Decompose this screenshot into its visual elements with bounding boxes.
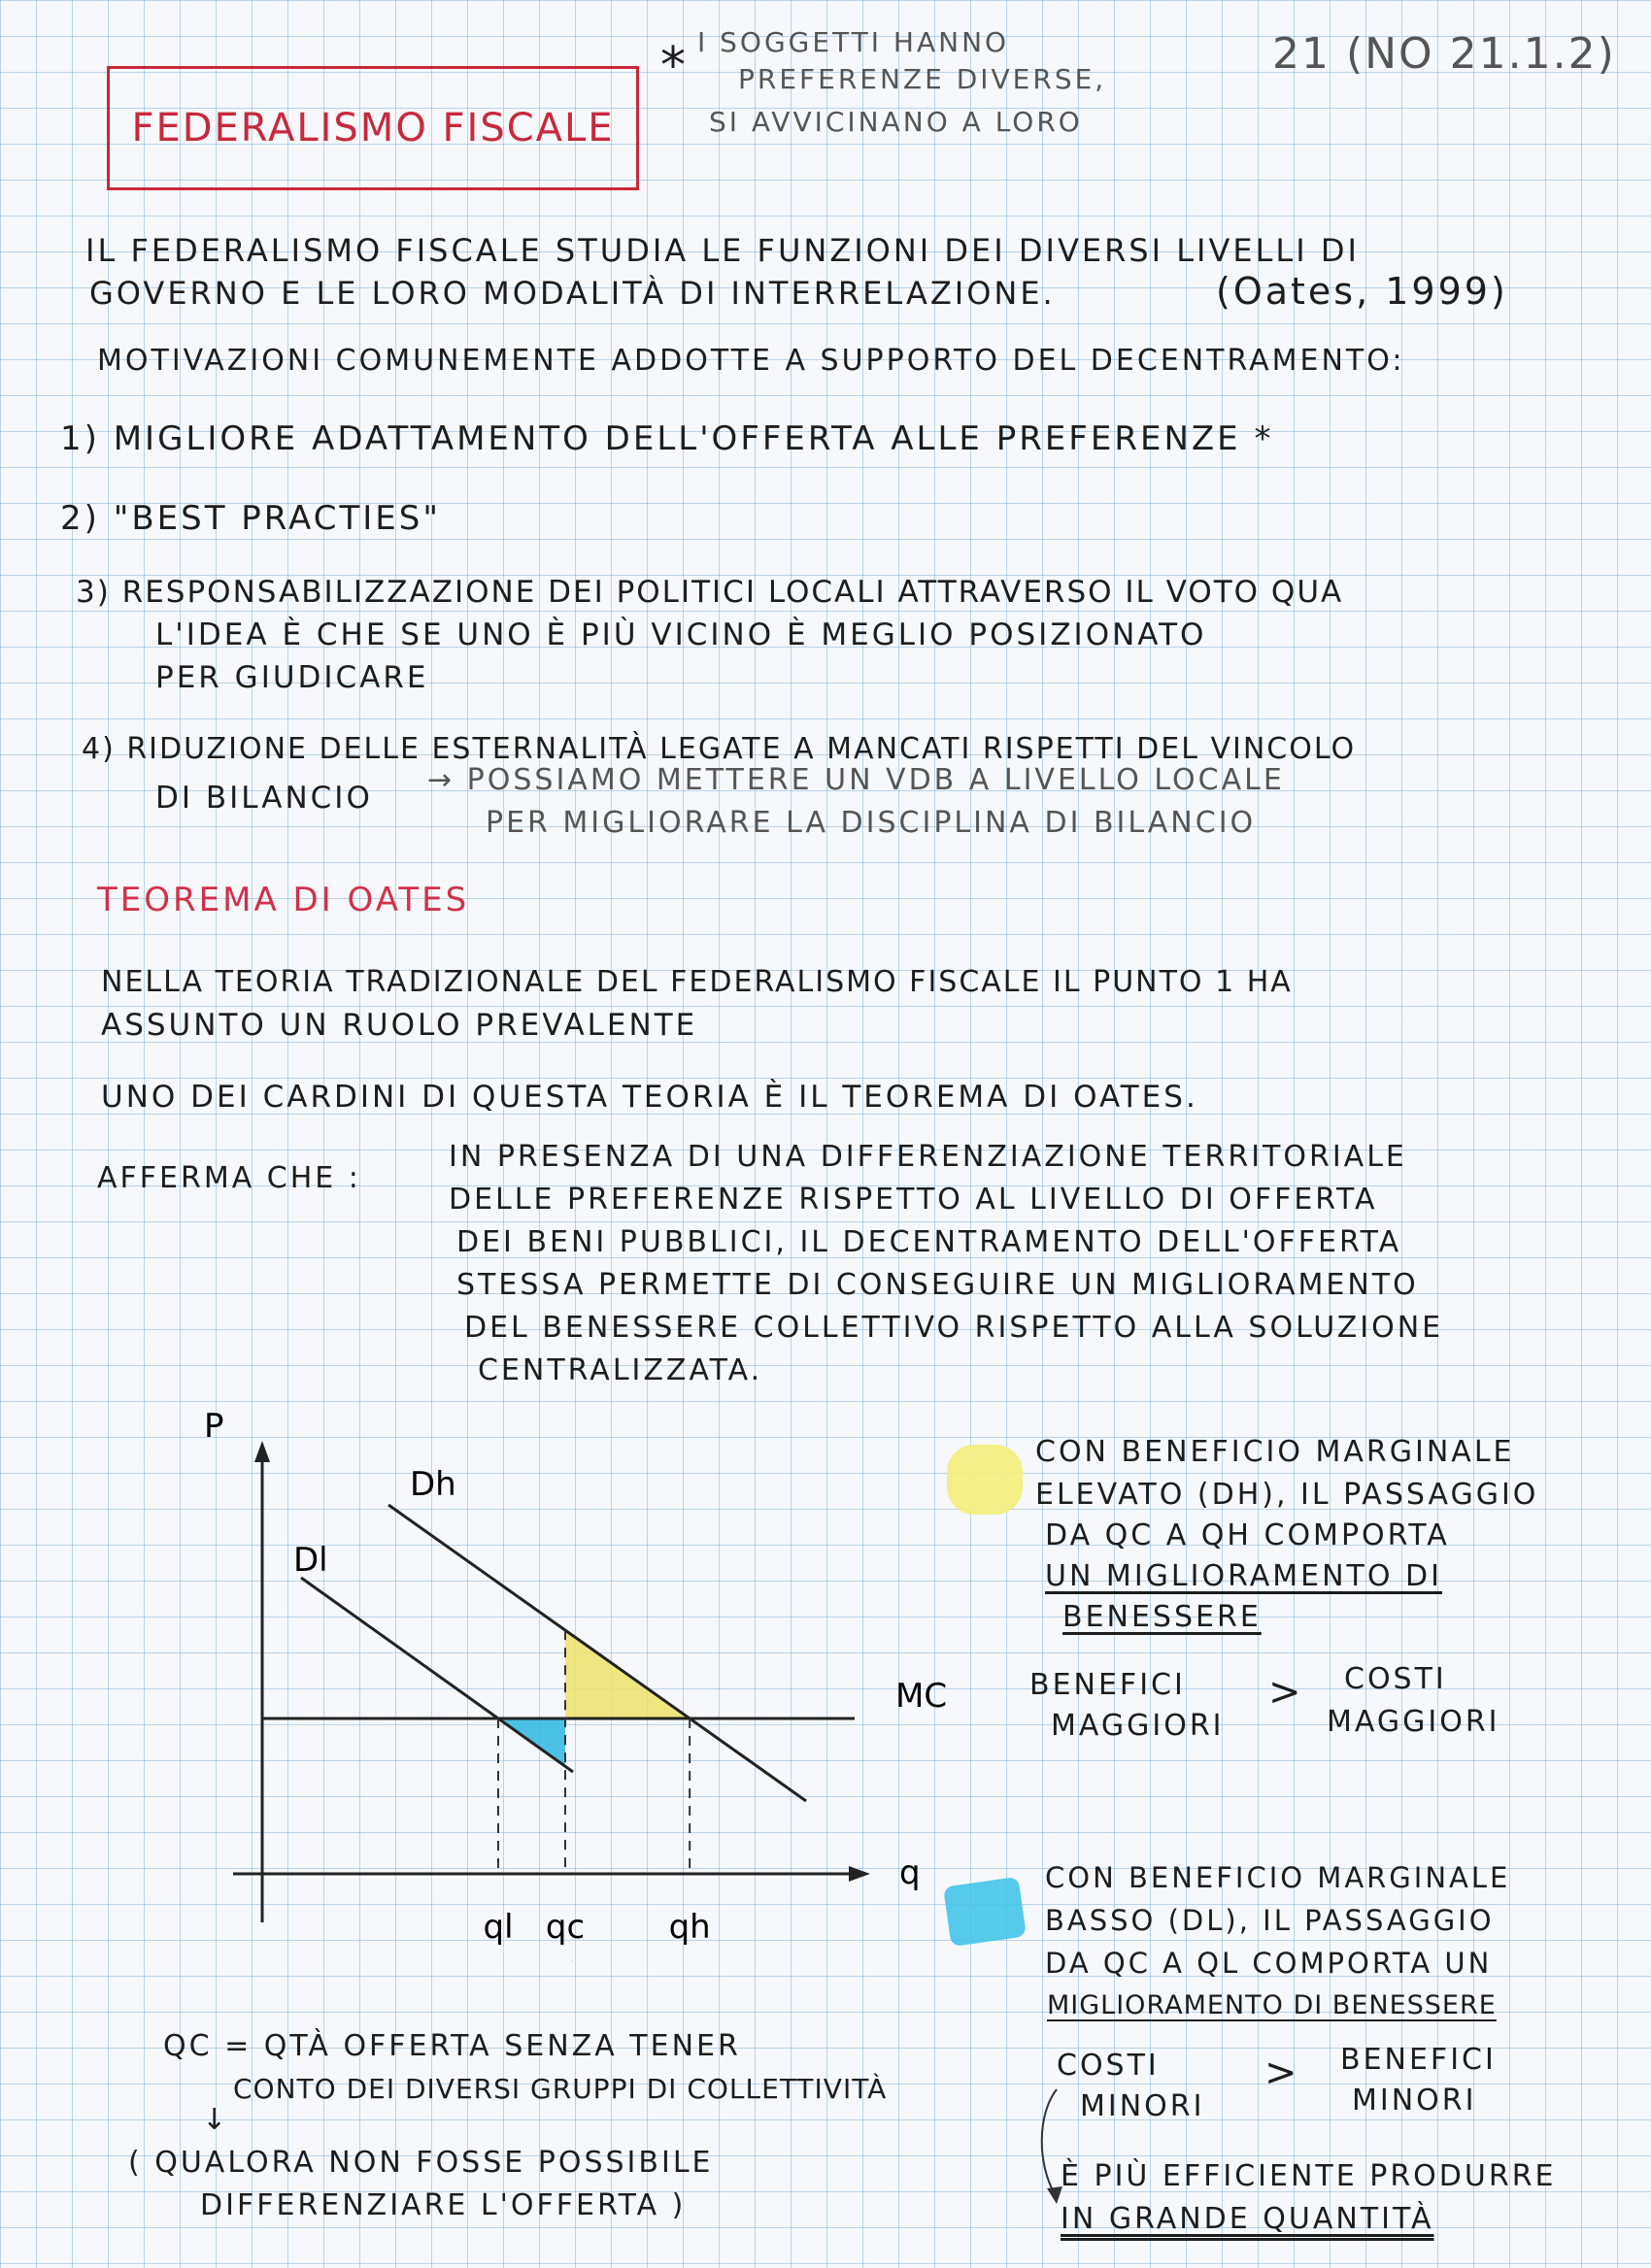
header-note-line-3: SI AVVICINANO A LORO (709, 106, 1083, 138)
oates-afferma: AFFERMA CHE : (97, 1161, 361, 1195)
qc-def-line-1: QC = QTÀ OFFERTA SENZA TENER (163, 2029, 741, 2063)
motivation-item-4-line-2: DI BILANCIO (155, 781, 373, 816)
motivation-item-4-note-1: → POSSIAMO METTERE UN VDB A LIVELLO LOCALE (427, 763, 1285, 797)
high-cmp-right-2: MAGGIORI (1327, 1705, 1500, 1739)
dh-curve (388, 1505, 806, 1801)
note-high-line-5: BENESSERE (1062, 1600, 1262, 1634)
motivation-item-3-line-1: 3) RESPONSABILIZZAZIONE DEI POLITICI LOCALI ATTRAVERSO IL VOTO QUA (76, 575, 1344, 610)
motivations-heading: MOTIVAZIONI COMUNEMENTE ADDOTTE A SUPPORTO DEL DECENTRAMENTO: (97, 344, 1405, 378)
header-star: * (660, 37, 689, 95)
oates-statement-line-6: CENTRALIZZATA. (478, 1353, 763, 1387)
intro-line-2: GOVERNO E LE LORO MODALITÀ DI INTERRELAZIONE. (89, 275, 1056, 312)
dh-label: Dh (410, 1465, 456, 1504)
motivation-item-3-line-2: L'IDEA È CHE SE UNO È PIÙ VICINO È MEGLIO POSIZIONATO (155, 617, 1207, 652)
high-cmp-right-1: COSTI (1344, 1662, 1447, 1696)
note-high-line-4: UN MIGLIORAMENTO DI (1045, 1559, 1442, 1593)
oates-graph (185, 1398, 981, 1961)
low-cmp-right-2: MINORI (1352, 2084, 1477, 2118)
low-cmp-sign: > (1264, 2051, 1300, 2095)
motivation-item-4-note-2: PER MIGLIORARE LA DISCIPLINA DI BILANCIO (486, 806, 1257, 840)
qh-label: qh (668, 1908, 711, 1947)
oates-statement-line-3: DEI BENI PUBBLICI, IL DECENTRAMENTO DELL'OFFERTA (456, 1225, 1402, 1259)
oates-para1-line-2: ASSUNTO UN RUOLO PREVALENTE (101, 1008, 698, 1043)
cyan-marker (943, 1877, 1027, 1947)
qc-cond-line-1: ( QUALORA NON FOSSE POSSIBILE (128, 2146, 714, 2180)
note-low-line-3: DA QC A QL COMPORTA UN (1045, 1947, 1493, 1980)
note-low-line-2: BASSO (DL), IL PASSAGGIO (1045, 1904, 1495, 1937)
low-cmp-left-1: COSTI (1057, 2049, 1160, 2083)
q-axis-label: q (899, 1853, 921, 1892)
qc-cond-arrow-icon: ↓ (202, 2103, 230, 2137)
oates-statement-line-2: DELLE PREFERENZE RISPETTO AL LIVELLO DI OFFERTA (449, 1183, 1378, 1217)
high-cmp-left-1: BENEFICI (1029, 1668, 1186, 1702)
dl-label: Dl (293, 1541, 328, 1580)
motivation-item-3-line-3: PER GIUDICARE (155, 660, 429, 695)
title-box (107, 66, 639, 190)
intro-line-1: IL FEDERALISMO FISCALE STUDIA LE FUNZIONI DEI DIVERSI LIVELLI DI (85, 232, 1360, 269)
oates-statement-line-5: DEL BENESSERE COLLETTIVO RISPETTO ALLA SOLUZIONE (464, 1311, 1444, 1345)
high-cmp-left-2: MAGGIORI (1051, 1709, 1225, 1743)
q-axis-arrow (849, 1866, 870, 1882)
qc-cond-line-2: DIFFERENZIARE L'OFFERTA ) (200, 2188, 687, 2222)
oates-para1-line-1: NELLA TEORIA TRADIZIONALE DEL FEDERALISMO FISCALE IL PUNTO 1 HA (101, 965, 1293, 999)
page-ref: 21 (NO 21.1.2) (1272, 29, 1616, 79)
qc-label: qc (545, 1908, 586, 1947)
qc-def-line-2: CONTO DEI DIVERSI GRUPPI DI COLLETTIVITÀ (233, 2073, 888, 2105)
note-high-line-2: ELEVATO (DH), IL PASSAGGIO (1035, 1478, 1539, 1512)
efficient-line-2: IN GRANDE QUANTITÀ (1061, 2202, 1434, 2236)
note-high-line-1: CON BENEFICIO MARGINALE (1035, 1435, 1515, 1469)
intro-citation: (Oates, 1999) (1216, 270, 1508, 313)
high-cmp-sign: > (1268, 1670, 1304, 1715)
header-note-line-1: I SOGGETTI HANNO (697, 26, 1010, 58)
p-axis-label: P (204, 1407, 224, 1446)
oates-heading: TEOREMA DI OATES (97, 881, 470, 919)
header-note-line-2: PREFERENZE DIVERSE, (738, 63, 1107, 95)
low-cmp-right-1: BENEFICI (1340, 2043, 1497, 2077)
p-axis-arrow (254, 1441, 270, 1462)
oates-statement-line-1: IN PRESENZA DI UNA DIFFERENZIAZIONE TERRITORIALE (449, 1140, 1407, 1174)
note-low-line-1: CON BENEFICIO MARGINALE (1045, 1861, 1511, 1894)
note-high-line-3: DA QC A QH COMPORTA (1045, 1518, 1450, 1552)
oates-statement-line-4: STESSA PERMETTE DI CONSEGUIRE UN MIGLIORAMENTO (456, 1268, 1419, 1302)
yellow-marker (947, 1445, 1023, 1515)
page-title: FEDERALISMO FISCALE (131, 106, 615, 150)
ql-label: ql (483, 1908, 514, 1947)
note-low-line-4: MIGLIORAMENTO DI BENESSERE (1047, 1990, 1497, 2020)
mc-label: MC (895, 1677, 948, 1716)
efficient-line-1: È PIÙ EFFICIENTE PRODURRE (1061, 2159, 1557, 2193)
low-cmp-left-2: MINORI (1080, 2089, 1205, 2123)
oates-para2: UNO DEI CARDINI DI QUESTA TEORIA È IL TEOREMA DI OATES. (101, 1080, 1198, 1115)
motivation-item-2: 2) "BEST PRACTIES" (60, 499, 441, 538)
motivation-item-1: 1) MIGLIORE ADATTAMENTO DELL'OFFERTA ALLE PREFERENZE * (60, 419, 1274, 458)
motivation-item-4-line-1: 4) RIDUZIONE DELLE ESTERNALITÀ LEGATE A MANCATI RISPETTI DEL VINCOLO (82, 732, 1357, 766)
